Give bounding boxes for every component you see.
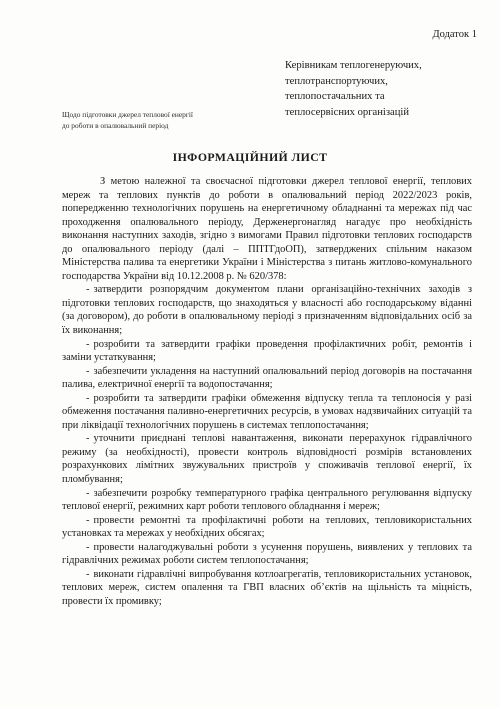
addressee-block <box>285 58 422 120</box>
list-item-text: уточнити приєднані теплові навантаження, виконати перерахунок гідравлічного режиму (за необхідності), провести контроль відповідності розмірів встановлених розрахункових лімітних звужувальних пристроїв у споживачів теплової енергії, їх пломбування; <box>62 433 472 486</box>
list-item-text: провести ремонтні та профілактичні роботи на теплових, тепловикористальних установках та мережах у необхідних обсягах; <box>62 514 472 540</box>
addressee-line: теплотранспортуючих, <box>285 75 388 87</box>
list-dash: - <box>86 541 90 553</box>
list-dash: - <box>86 433 90 445</box>
list-item-text: провести налагоджувальні роботи з усунення порушень, виявлених у теплових та гідравлічних режимах роботи систем теплопостачання; <box>62 541 472 567</box>
subject-line: до роботи в опалювальний період <box>62 120 169 130</box>
list-item-text: затвердити розпорядчим документом плани організаційно-технічних заходів з підготовки теплових господарств, що знаходяться у власності або господарському віданні (за договором), до роботи в опалювальному періоді з призначенням відповідальних осіб за їх виконання; <box>62 284 472 337</box>
appendix-label: Додаток 1 <box>432 29 477 40</box>
list-item-text: розробити та затвердити графіки проведення профілактичних робіт, ремонтів і заміни устаткування; <box>62 338 472 364</box>
list-dash: - <box>86 487 90 499</box>
list-dash: - <box>86 568 90 580</box>
list-item <box>62 392 472 433</box>
list-item-text: забезпечити укладення на наступний опалювальний період договорів на постачання палива, електричної енергії та водопостачання; <box>62 365 472 391</box>
addressee-line: теплосервісних організацій <box>285 106 410 118</box>
letter-body <box>62 175 472 609</box>
document-title: ІНФОРМАЦІЙНИЙ ЛИСТ <box>172 150 328 164</box>
intro-paragraph: З метою належної та своєчасної підготовки джерел теплової енергії, теплових мереж та теплових пунктів до роботи в опалювальний період 2022/2023 років, попередженню технологічних порушень на енергетичному обладнанні та мережах під час проходження опалювального періоду, Держенергонагляд нагадує про необхідність виконання наступних заходів, згідно з вимогами Правил підготовки теплових господарств до опалювального періоду (далі – ППТГдоОП), затверджених спільним наказом Міністерства палива та енергетики України і Міністерства з питань житлово-комунального господарства України від 10.12.2008 р. № 620/378: <box>62 176 472 282</box>
list-item <box>62 432 472 486</box>
list-item <box>62 568 472 609</box>
list-dash: - <box>86 392 90 404</box>
list-item-text: забезпечити розробку температурного графіка центрального регулювання відпуску теплової енергії, режимних карт роботи теплового обладнання і мереж; <box>62 487 472 513</box>
list-item-text: виконати гідравлічні випробування котлоагрегатів, тепловикористальних установок, теплових мереж, систем опалення та ГВП власних об’єктів на щільність та міцність, провести їх промивку; <box>62 568 472 607</box>
list-item <box>62 514 472 541</box>
list-dash: - <box>86 514 90 526</box>
list-item <box>62 541 472 568</box>
list-item <box>62 487 472 514</box>
addressee-line: Керівникам теплогенеруючих, <box>285 60 422 71</box>
addressee-line: теплопостачальних та <box>285 91 385 103</box>
list-dash: - <box>86 284 90 296</box>
list-item <box>62 283 472 337</box>
list-dash: - <box>86 365 90 377</box>
list-item <box>62 338 472 365</box>
list-item-text: розробити та затвердити графіки обмеження відпуску тепла та теплоносія у разі обмеження постачання паливно-енергетичних ресурсів, в умовах надзвичайних ситуацій та при ліквідації технологічних порушень в системах теплопостачання; <box>62 392 472 431</box>
list-item <box>62 365 472 392</box>
subject-block <box>62 110 193 131</box>
list-dash: - <box>86 338 90 350</box>
subject-line: Щодо підготовки джерел теплової енергії <box>62 110 193 119</box>
